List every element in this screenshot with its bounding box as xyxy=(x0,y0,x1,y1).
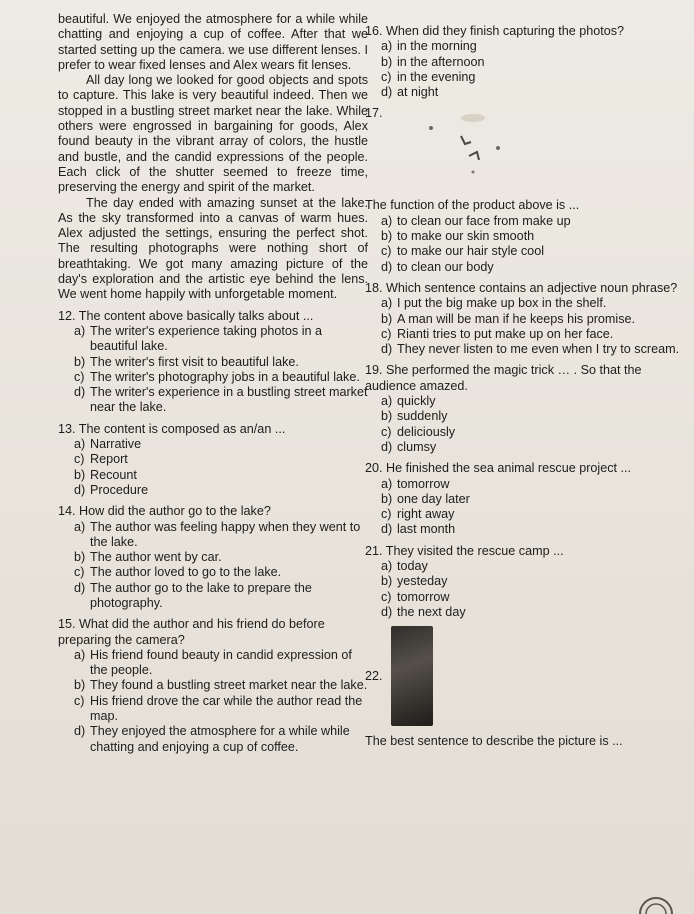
option-21c[interactable]: c) tomorrow xyxy=(381,589,450,604)
option-16b[interactable]: b) in the afternoon xyxy=(381,54,485,69)
option-18a[interactable]: a) I put the big make up box in the shelf. xyxy=(381,296,607,311)
option-21d[interactable]: d) the next day xyxy=(381,604,466,619)
question-17-number: 17. xyxy=(365,106,383,121)
question-20: 20. He finished the sea animal rescue project ... a) tomorrow b) one day later c) right away d) last month xyxy=(365,461,685,537)
option-18b[interactable]: b) A man will be man if he keeps his promise. xyxy=(381,311,635,326)
question-22-picture xyxy=(391,626,433,726)
option-14c[interactable]: c) The author loved to go to the lake. xyxy=(74,565,282,580)
question-20-stem: He finished the sea animal rescue project ... xyxy=(386,461,632,476)
option-15a[interactable]: a) His friend found beauty in candid expression of the people. xyxy=(74,647,352,678)
question-13: 13. The content is composed as an/an ... a) Narrative c) Report b) Recount d) Procedure xyxy=(58,421,286,497)
question-17 xyxy=(365,106,685,274)
option-18c[interactable]: c) Rianti tries to put make up on her face. xyxy=(381,326,614,341)
option-17c[interactable]: c) to make our hair style cool xyxy=(381,244,544,259)
question-15-stem: What did the author and his friend do before preparing the camera? xyxy=(58,617,325,647)
option-12d[interactable]: d) The writer's experience in a bustling street market near the lake. xyxy=(74,385,368,415)
option-12c[interactable]: c) The writer's photography jobs in a beautiful lake. xyxy=(74,369,360,384)
question-12: 12. The content above basically talks about ... a) The writer's experience taking photos in a beautiful lake. b) The writer's first visit to beautiful lake. c) The writer's photography jobs in a beautiful lake. d) The writer's experience in a bustling street market near the lake. xyxy=(58,308,368,415)
option-20c[interactable]: c) right away xyxy=(381,507,455,522)
question-22 xyxy=(365,626,685,749)
question-21-stem: They visited the rescue camp ... xyxy=(385,543,564,558)
question-15: 15. What did the author and his friend do before preparing the camera? a) His friend found beauty in candid expression of the people. b) They found a bustling street market near the lake. c) His friend drove the car while the author read the map. d) They enjoyed the atmosphere for a while while chatting and enjoying a cup of coffee. xyxy=(58,617,368,754)
question-21: 21. They visited the rescue camp ... a) today b) yesteday c) tomorrow d) the next day xyxy=(365,544,685,620)
option-17b[interactable]: b) to make our skin smooth xyxy=(381,229,535,244)
question-14: 14. How did the author go to the lake? a) The author was feeling happy when they went to the lake. b) The author went by car. c) The author loved to go to the lake. d) The author go to the lake to prepare the photography. xyxy=(58,504,368,611)
option-14b[interactable]: b) The author went by car. xyxy=(74,550,222,565)
question-22-stem: The best sentence to describe the picture is ... xyxy=(365,734,623,749)
question-14-stem: How did the author go to the lake? xyxy=(79,504,271,519)
option-21a[interactable]: a) today xyxy=(381,559,428,574)
option-13c[interactable]: c) Report xyxy=(74,452,128,467)
question-17-stem: The function of the product above is ... xyxy=(365,198,580,213)
question-16-stem: When did they finish capturing the photos? xyxy=(386,24,625,38)
option-14d[interactable]: d) The author go to the lake to prepare the photography. xyxy=(74,580,312,610)
passage-paragraph-3: The day ended with amazing sunset at the lake. As the sky transformed into a canvas of warm hues. Alex adjusted the settings, ensuring the perfect shot. The resulting photographs were nothing short of breathtaking. We got many amazing picture of the day's exploration and the artistic eye behind the lens. We went home happily with unforgetable moment. xyxy=(58,195,368,302)
option-13a[interactable]: a) Narrative xyxy=(74,437,142,452)
question-18-stem: Which sentence contains an adjective noun phrase? xyxy=(386,280,678,295)
option-16c[interactable]: c) in the evening xyxy=(381,69,476,84)
question-19: 19. She performed the magic trick … . So that the audience amazed. a) quickly b) suddenly c) deliciously d) clumsy xyxy=(365,363,685,455)
passage-paragraph-1: beautiful. We enjoyed the atmosphere for a while while chatting and enjoying a cup of coffee. After that we started setting up the camera. we use different lenses. I prefer to wear fixed lenses and Alex wears fit lenses. xyxy=(58,12,368,72)
question-12-stem: The content above basically talks about ... xyxy=(78,308,314,323)
option-12b[interactable]: b) The writer's first visit to beautiful lake. xyxy=(74,354,299,369)
option-20d[interactable]: d) last month xyxy=(381,522,456,537)
option-19c[interactable]: c) deliciously xyxy=(381,424,456,439)
option-12a[interactable]: a) The writer's experience taking photos in a beautiful lake. xyxy=(74,323,323,354)
option-19a[interactable]: a) quickly xyxy=(381,394,436,409)
question-22-number: 22. xyxy=(365,668,383,683)
option-13d[interactable]: d) Procedure xyxy=(74,482,149,497)
option-20a[interactable]: a) tomorrow xyxy=(381,476,450,491)
right-column xyxy=(365,24,685,750)
option-13b[interactable]: b) Recount xyxy=(74,467,137,482)
option-16a[interactable]: a) in the morning xyxy=(381,39,477,54)
option-19d[interactable]: d) clumsy xyxy=(381,439,437,454)
option-20b[interactable]: b) one day later xyxy=(381,491,470,506)
question-18: 18. Which sentence contains an adjective noun phrase? a) I put the big make up box in the shelf. b) A man will be man if he keeps his promise. c) Rianti tries to put make up on her face. d) They never listen to me even when I try to scream. xyxy=(365,281,685,357)
question-16: 16. When did they finish capturing the photos? a) in the morning b) in the afternoon c) in the evening d) at night xyxy=(365,24,685,100)
question-13-stem: The content is composed as an/an ... xyxy=(78,421,286,436)
option-15d[interactable]: d) They enjoyed the atmosphere for a while while chatting and enjoying a cup of coffee. xyxy=(74,724,350,754)
option-17a[interactable]: a) to clean our face from make up xyxy=(381,213,571,228)
product-image xyxy=(403,106,543,186)
option-18d[interactable]: d) They never listen to me even when I try to scream. xyxy=(381,342,680,357)
option-14a[interactable]: a) The author was feeling happy when they went to the lake. xyxy=(74,519,361,549)
page-corner-mark-icon xyxy=(636,892,676,914)
option-16d[interactable]: d) at night xyxy=(381,85,439,100)
option-17d[interactable]: d) to clean our body xyxy=(381,259,494,274)
option-15c[interactable]: c) His friend drove the car while the author read the map. xyxy=(74,693,363,724)
option-15b[interactable]: b) They found a bustling street market near the lake. xyxy=(74,678,368,693)
question-19-stem: She performed the magic trick … . So that the audience amazed. xyxy=(365,363,642,393)
option-19b[interactable]: b) suddenly xyxy=(381,409,448,424)
passage-paragraph-2: All day long we looked for good objects and spots to capture. This lake is very beautiful indeed. Then we stopped in a bustling street market near the lake. While others were engrossed in bargaining for goods, Alex found beauty in the vibrant array of colors, the hustle and bustle, and the candid expressions of the people. Each click of the shutter seemed to freeze time, preserving the energy and spirit of the market. xyxy=(58,73,368,195)
option-21b[interactable]: b) yesteday xyxy=(381,574,448,589)
left-column xyxy=(58,12,368,755)
